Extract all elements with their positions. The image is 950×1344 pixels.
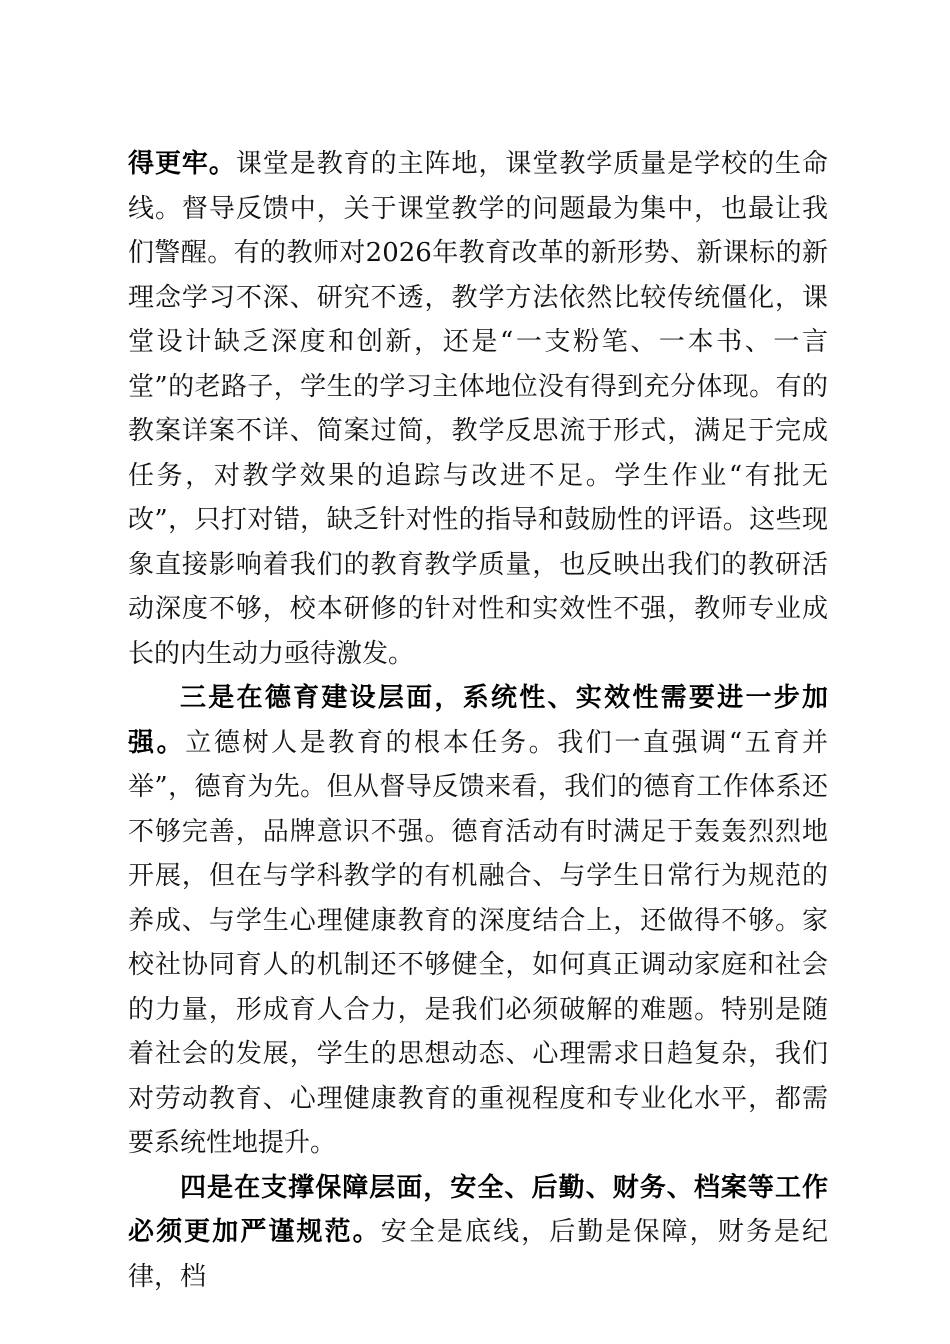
paragraph-body-text: 安全是底线，后勤是保障，财务是纪律，档 <box>128 1217 828 1292</box>
document-body <box>128 142 828 1299</box>
paragraph-classroom-teaching <box>128 142 828 676</box>
paragraph-body-text: 立德树人是教育的根本任务。我们一直强调“五育并举”，德育为先。但从督导反馈来看，我们的德育工作体系还不够完善，品牌意识不强。德育活动有时满足于轰轰烈烈地开展，但在与学科教学的有机融合、与学生日常行为规范的养成、与学生心理健康教育的深度结合上，还做得不够。家校社协同育人的机制还不够健全，如何真正调动家庭和社会的力量，形成育人合力，是我们必须破解的难题。特别是随着社会的发展，学生的思想动态、心理需求日趋复杂，我们对劳动教育、心理健康教育的重视程度和专业化水平，都需要系统性地提升。 <box>128 727 828 1158</box>
paragraph-lead-heading: 得更牢。 <box>128 149 236 179</box>
paragraph-support-guarantee <box>128 1166 828 1300</box>
paragraph-lead-heading: 三是在德育建设层面，系统性、实效性需要进一步加强。 <box>128 683 828 758</box>
paragraph-lead-heading: 四是在支撑保障层面，安全、后勤、财务、档案等工作必须更加严谨规范。 <box>128 1172 828 1247</box>
paragraph-body-text: 课堂是教育的主阵地，课堂教学质量是学校的生命线。督导反馈中，关于课堂教学的问题最为集中，也最让我们警醒。有的教师对2026年教育改革的新形势、新课标的新理念学习不深、研究不透，教学方法依然比较传统僵化，课堂设计缺乏深度和创新，还是“一支粉笔、一本书、一言堂”的老路子，学生的学习主体地位没有得到充分体现。有的教案详案不详、简案过简，教学反思流于形式，满足于完成任务，对教学效果的追踪与改进不足。学生作业“有批无改”，只打对错，缺乏针对性的指导和鼓励性的评语。这些现象直接影响着我们的教育教学质量，也反映出我们的教研活动深度不够，校本研修的针对性和实效性不强，教师专业成长的内生动力亟待激发。 <box>128 149 828 669</box>
paragraph-moral-education <box>128 676 828 1166</box>
